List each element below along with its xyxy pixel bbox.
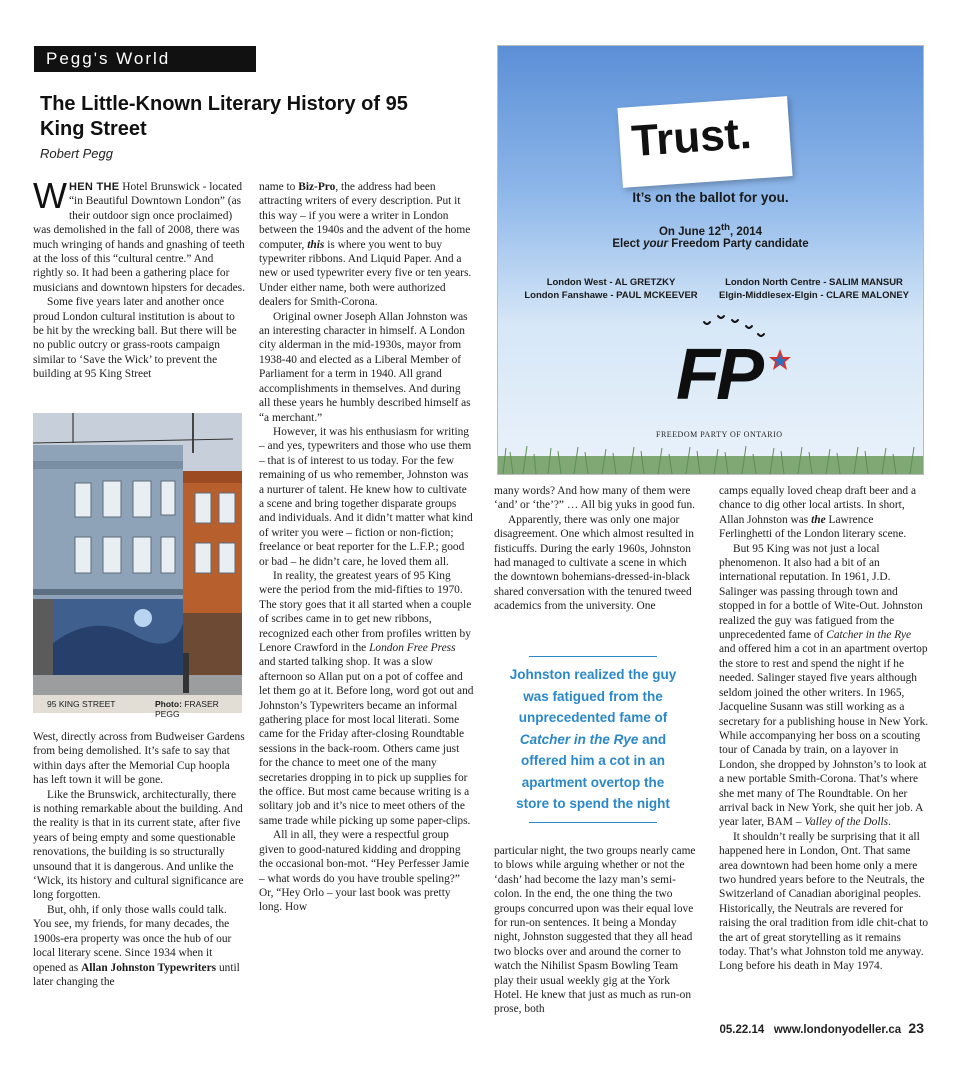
paragraph-text: . [888, 816, 891, 829]
paragraph [33, 175, 245, 295]
paragraph [33, 903, 245, 989]
emphasis-text: the [811, 513, 826, 526]
trust-sign [617, 96, 792, 188]
column-3-bottom [494, 844, 700, 1017]
pullquote-text: Johnston realized the guy was fatigued from the unprecedented fame of [509, 667, 677, 725]
paragraph [719, 542, 929, 830]
paragraph: It shouldn’t really be surprising that it all happened here in London, Ont. That same area downtown had been home only a mere two hundred years before to the Neutrals, the Switzerland of Canadian aboriginal peoples. Historically, the Neutrals are revered for raising the oral tradition from idle chit-chat to the art of great storytelling as it remains today. That’s what Johnston told me anyway. Long before his death in May 1974. [719, 830, 929, 973]
emphasis-text: London Free Press [369, 642, 456, 654]
trust-sign-text: Trust. [630, 108, 754, 167]
candidate-line: London North Centre - SALIM MANSUR [725, 277, 903, 288]
candidates-left [516, 276, 706, 302]
paragraph-text: until later changing the [33, 961, 240, 988]
fp-logo: FP [676, 335, 761, 415]
paragraph: particular night, the two groups nearly came to blows while arguing whether or not the ‘dash’ had become the lazy man’s semi-colon. In the end, the one thing the two groups concurred upon was their equal love for run-on sentences. It being a Monday night, Johnston suggested that they all head two blocks over and around the corner to watch the Nihilist Spasm Bowling Team play their usual weekly gig at the York Hotel. He knew that just as much as run-on prose, both [494, 845, 696, 1016]
pullquote-text: and offered him a cot in an apartment overtop the store to spend the night [516, 731, 670, 811]
ad-date-text: , 2014 [730, 225, 763, 238]
grass-graphic [498, 442, 923, 474]
paragraph-text: is where you went to buy typewriter ribbons. And Liquid Paper. And a new or used typewriter every five or ten years. Under either name, both were authorized dealers for Smith-Corona. [259, 238, 472, 309]
photo-credit [155, 699, 242, 719]
candidates-right [714, 276, 914, 302]
party-name: FREEDOM PARTY OF ONTARIO [656, 430, 783, 439]
page-number: 23 [908, 1020, 924, 1036]
paragraph: Some five years later and another once proud London cultural institution is about to be hit by the wrecking ball. But there will be no public outcry or grass-roots campaign similar to ‘Save the Wick’ to prevent the building at 95 King Street [33, 296, 237, 381]
lead-in: HEN THE [68, 181, 120, 193]
ad-elect-emphasis: your [643, 238, 668, 250]
paragraph-text: and started talking shop. It was a slow afternoon so Allan put on a pot of coffee and let them go at it. Before long, word got out and Johnston’s Typewriters became an informal gathering place for most local literati. Some came for the Friday after-closing Roundtable sessions in the back-room. Others came just for the chance to meet one of the many secretaries dropping in to pick up supplies for the office. But most came because writing is a solitary job and it’s nice to meet others of the same trade while picking up some paper-clips. [259, 656, 474, 827]
candidate-line: Elgin-Middlesex-Elgin - CLARE MALONEY [718, 290, 909, 301]
website-link[interactable]: www.londonyodeller.ca [773, 1024, 902, 1036]
paragraph: West, directly across from Budweiser Gardens from being demolished. It’s safe to say that within days after the Memorial Cup hoopla has left town it will be gone. [33, 731, 245, 787]
paragraph [259, 180, 474, 310]
photo-credit-label: Photo: [155, 699, 182, 709]
candidate-line: London West - AL GRETZKY [546, 277, 676, 288]
building-photo [33, 413, 242, 719]
photo-caption-bar [33, 695, 242, 719]
paragraph-text: But, ohh, if only those walls could talk. You see, my friends, for many decades, the 1900s-era property was once the hub of our local literary scene. Since 1934 when it opened as [33, 903, 232, 974]
paragraph-text: and offered him a cot in an apartment overtop the store to rest and spend the night if he needed. Salinger stayed five years although seldom joined the other writers. In 1965, Jacqueline Susann was still working as a secretary for a publishing house in New York. While accompanying her boss on a scouting tour of Canada by train, on a layover in London, she dropped by Johnston’s to look at a new portable Smith-Corona. That’s where she met many of The Roundtable. On her arrival back in New York, she quit her job. A year later, BAM – [719, 643, 929, 829]
column-4 [719, 484, 929, 974]
paragraph: many words? And how many of them were ‘and’ or ‘the’?” … All big yuks in good fun. [494, 485, 695, 512]
page-footer [719, 1020, 924, 1036]
paragraph: However, it was his enthusiasm for writing – and yes, typewriters and those who use them – that is of interest to us today. For the few remaining of us who remember, Johnston was a nurturer of talent. He knew how to cultivate a scene and bring together disparate groups and individuals. And it didn’t matter what kind of writer you were – fiction or non-fiction; freelance or beat reporter for the L.F.P.; good or bad – he didn’t care, he loved them all. [259, 425, 473, 568]
column-3-top [494, 484, 700, 614]
emphasis-text: this [307, 238, 325, 251]
emphasis-text: Catcher in the Rye [826, 629, 912, 642]
column-label-bar [34, 46, 256, 72]
ad-ballot-line: It’s on the ballot for you. [632, 190, 789, 205]
pullquote-emphasis: Catcher in the Rye [519, 731, 639, 747]
byline: Robert Pegg [40, 146, 113, 161]
emphasis-text: Valley of the Dolls [804, 816, 889, 829]
ad-elect-line [498, 238, 923, 250]
pullquote-bottom-rule [529, 822, 657, 823]
freedom-party-ad [497, 45, 924, 475]
paragraph-text: Hotel Brunswick - located “in Beautiful Downtown London” (as their outdoor sign once proclaimed) was demolished in the fall of 2008, there was much wringing of hands and gnashing of teeth at the loss of this “cultural centre.” And rightly so. It had been a gathering place for musicians and downtown hipsters for decades. [33, 181, 245, 294]
bold-text: Allan Johnston Typewriters [81, 961, 217, 974]
pullquote-top-rule [529, 656, 657, 657]
pullquote [508, 664, 678, 815]
column-label: Pegg's World [46, 49, 171, 68]
paragraph [719, 484, 929, 542]
paragraph-text: But 95 King was not just a local phenomenon. It also had a bit of an international reputation. In 1961, J.D. Salinger was passing through town and stopped in for a bottle of Wite-Out. Johnston realized the guy was fatigued from the unprecedented fame of [719, 542, 923, 642]
column-1-top [33, 175, 245, 382]
ad-elect-text: Freedom Party candidate [668, 238, 809, 250]
paragraph: Like the Brunswick, architecturally, there is nothing remarkable about the building. And the reality is that in its current state, after five years of being empty and some questionable renovations, the building is so structurally unsound that it is dangerous. And unlike the ‘Wick, its history and cultural significance are long forgotten. [33, 788, 244, 902]
paragraph [259, 569, 474, 828]
photo-caption: 95 KING STREET [47, 699, 116, 709]
photo-credit-name: FRASER PEGG [155, 699, 219, 719]
drop-cap: W [33, 175, 67, 216]
star-icon [768, 348, 792, 372]
ad-date-text: On June 12 [658, 225, 721, 238]
ad-date-line [498, 222, 923, 238]
paragraph-text: , the address had been attracting writers of every description. Put it this way – if you were a writer in London between the 1940s and the advent of the home computer, [259, 181, 471, 251]
column-2 [259, 180, 474, 915]
paragraph: Original owner Joseph Allan Johnston was an interesting character in himself. A London city alderman in the mid-1930s, mayor from 1938-40 and elected as a Liberal Member of Parliament for a term in 1940. All grand accomplishments in themselves. And during all these years he humbly described himself as “a merchant.” [259, 310, 471, 424]
paragraph-text: Lawrence Ferlinghetti of the London literary scene. [719, 513, 907, 541]
candidate-line: London Fanshawe - PAUL MCKEEVER [524, 290, 698, 301]
article-title: The Little-Known Literary History of 95 King Street [40, 93, 408, 140]
paragraph-text: camps equally loved cheap draft beer and a chance to dig other local artists. In short, Allan Johnston was [719, 485, 917, 526]
paragraph-text: name to [259, 181, 299, 193]
bold-text: Biz-Pro [298, 181, 336, 193]
paragraph: Apparently, there was only one major disagreement. One which almost resulted in fisticuffs. During the early 1960s, Johnston had managed to cultivate a scene in which the downtown bohemians-dressed-in-black shared conversation with the tenured tweed academics from the university. One [494, 513, 694, 613]
paragraph-text: In reality, the greatest years of 95 King were the period from the mid-fifties to 1970. The story goes that it all started when a couple of scribes came in to get new ribbons, recognized each other from profiles written by Lenore Crawford in the [259, 569, 472, 654]
ad-date-sup: th [720, 222, 731, 233]
issue-date: 05.22.14 [719, 1024, 765, 1036]
paragraph: All in all, they were a respectful group given to good-natured kidding and dropping the occasional bon-mot. “Hey Perfesser Jamie – what words do you have trouble speling?” Or, “Hey Orlo – your last book was pretty long. How [259, 829, 470, 914]
ad-elect-text: Elect [612, 238, 644, 250]
column-1-bottom [33, 730, 245, 989]
